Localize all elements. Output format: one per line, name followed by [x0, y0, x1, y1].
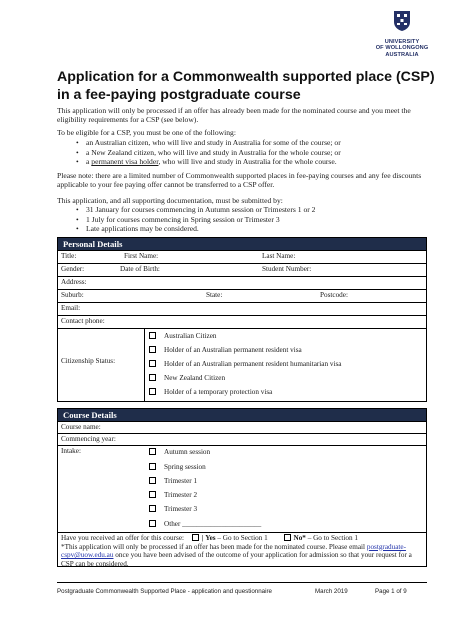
eligibility-item — [76, 157, 341, 167]
personal-details-heading: Personal Details — [58, 238, 426, 250]
checkbox-icon[interactable] — [149, 463, 156, 470]
state-field[interactable]: State: — [206, 291, 223, 299]
checkbox-icon[interactable] — [284, 534, 291, 541]
email-field[interactable]: Email: — [61, 304, 81, 312]
citizenship-option[interactable] — [149, 388, 272, 396]
intake-option[interactable] — [149, 448, 210, 456]
citizenship-option-label: New Zealand Citizen — [164, 374, 226, 382]
page-footer — [57, 582, 427, 595]
intake-option-label: Trimester 1 — [164, 477, 198, 485]
intake-label: Intake: — [61, 447, 81, 455]
csp-email-link[interactable]: postgraduate-cspv@uow.edu.au — [61, 542, 406, 560]
suburb-field[interactable]: Suburb: — [61, 291, 84, 299]
checkbox-icon[interactable] — [192, 534, 199, 541]
checkbox-icon[interactable] — [149, 374, 156, 381]
university-crest-icon — [393, 10, 411, 32]
checkbox-icon[interactable] — [149, 346, 156, 353]
last-name-field[interactable]: Last Name: — [262, 252, 296, 260]
phone-row — [58, 315, 426, 328]
citizenship-option-label: Holder of a temporary protection visa — [164, 388, 273, 396]
eligibility-item: • a New Zealand citizen, who will live and study in Australia for the whole course; or — [76, 148, 341, 158]
citizenship-option[interactable] — [149, 374, 225, 382]
offer-yes-label: Yes — [205, 534, 216, 542]
citizenship-option-label: Holder of an Australian permanent resident humanitarian visa — [164, 360, 342, 368]
dob-field[interactable]: Date of Birth: — [120, 265, 160, 273]
deadline-lead: This application, and all supporting documentation, must be submitted by: — [57, 196, 283, 205]
offer-row — [58, 532, 426, 566]
intake-option[interactable] — [149, 477, 197, 485]
offer-question-line — [61, 534, 423, 543]
logo-line-3: AUSTRALIA — [385, 51, 419, 58]
citizenship-option-label: Holder of an Australian permanent resident visa — [164, 346, 302, 354]
intake-option-label: Trimester 3 — [164, 505, 198, 513]
personal-details-section — [57, 237, 427, 402]
offer-note-text: *This application will only be processed if an offer has been made for the nominated course. Please email — [61, 542, 366, 551]
offer-note-text-end: once you have been advised of the outcome of your application for admission so that your request for a CSP can be considered. — [61, 551, 412, 568]
citizenship-option[interactable] — [149, 332, 217, 340]
checkbox-icon[interactable] — [149, 360, 156, 367]
offer-yes-note: – Go to Section 1 — [215, 534, 268, 542]
deadline-list — [76, 205, 315, 234]
name-row — [58, 250, 426, 263]
address-row — [58, 276, 426, 289]
citizenship-option[interactable] — [149, 346, 302, 354]
offer-yes-option[interactable]: | Yes – Go to Section 1 — [192, 534, 268, 542]
intake-row — [58, 445, 426, 532]
offer-question: Have you received an offer for this course: — [61, 534, 185, 542]
commencing-year-field[interactable]: Commencing year: — [61, 435, 116, 443]
checkbox-icon[interactable] — [149, 491, 156, 498]
intake-option-label: Spring session — [164, 463, 206, 471]
deadline-item: • 1 July for courses commencing in Spring session or Trimester 3 — [76, 215, 315, 225]
checkbox-icon[interactable] — [149, 520, 156, 527]
checkbox-icon[interactable] — [149, 505, 156, 512]
student-number-field[interactable]: Student Number: — [262, 265, 312, 273]
address-field[interactable]: Address: — [61, 278, 87, 286]
course-details-section — [57, 408, 427, 567]
gender-row — [58, 263, 426, 276]
intake-option-label: Trimester 2 — [164, 491, 198, 499]
note-text: Please note: there are a limited number of Commonwealth supported places in fee-paying courses and any fee discounts applicable to your fee paying offer cannot be transferred to a CSP offer. — [57, 171, 422, 190]
course-name-row — [58, 421, 426, 433]
commencing-year-row — [58, 433, 426, 445]
checkbox-icon[interactable] — [149, 448, 156, 455]
intake-option[interactable] — [149, 505, 197, 513]
intake-option[interactable] — [149, 520, 261, 528]
postcode-field[interactable]: Postcode: — [320, 291, 348, 299]
page-title: Application for a Commonwealth supported place (CSP) in a fee-paying postgraduate course — [57, 69, 435, 103]
eligibility-item: • an Australian citizen, who will live and study in Australia for some of the course; or — [76, 138, 341, 148]
first-name-field[interactable]: First Name: — [124, 252, 159, 260]
offer-no-note: – Go to Section 1 — [305, 534, 358, 542]
contact-phone-field[interactable]: Contact phone: — [61, 317, 105, 325]
intake-option-label: Autumn session — [164, 448, 211, 456]
citizenship-label: Citizenship Status: — [61, 357, 116, 365]
checkbox-icon[interactable] — [149, 477, 156, 484]
deadline-item: • Late applications may be considered. — [76, 224, 315, 234]
citizenship-option[interactable] — [149, 360, 341, 368]
logo-line-1: UNIVERSITY — [384, 39, 420, 45]
citizenship-divider — [144, 329, 145, 401]
offer-no-option[interactable] — [284, 534, 359, 542]
citizenship-option-label: Australian Citizen — [164, 332, 217, 340]
title-field[interactable]: Title: — [61, 252, 77, 260]
deadline-item: • 31 January for courses commencing in Autumn session or Trimesters 1 or 2 — [76, 205, 315, 215]
offer-no-label: No* — [293, 534, 306, 542]
intake-option[interactable] — [149, 491, 197, 499]
eligibility-prefix: a — [86, 157, 92, 167]
intake-option[interactable] — [149, 463, 206, 471]
university-logo — [362, 10, 442, 58]
intro-text: This application will only be processed if an offer has already been made for the nominated course and you meet the eligibility requirements for a CSP (see below). — [57, 106, 411, 125]
offer-note — [61, 543, 423, 569]
intake-option-label: Other ______________________ — [164, 520, 262, 528]
gender-field[interactable]: Gender: — [61, 265, 85, 273]
suburb-row — [58, 289, 426, 302]
logo-line-2: OF WOLLONGONG — [375, 45, 429, 52]
footer-page-number: Page 1 of 9 — [375, 588, 407, 595]
footer-document-title: Postgraduate Commonwealth Supported Place - application and questionnaire — [57, 588, 272, 595]
checkbox-icon[interactable] — [149, 388, 156, 395]
eligibility-suffix: , who will live and study in Australia for the whole course. — [158, 157, 337, 167]
citizenship-row — [58, 328, 426, 401]
course-details-heading: Course Details — [58, 409, 426, 421]
footer-date: March 2019 — [315, 588, 348, 595]
eligible-lead: To be eligible for a CSP, you must be one of the following: — [57, 128, 236, 137]
checkbox-icon[interactable] — [149, 332, 156, 339]
course-name-field[interactable]: Course name: — [61, 423, 101, 431]
eligibility-list — [76, 138, 341, 167]
permanent-visa-link[interactable]: permanent visa holder — [91, 157, 159, 167]
email-row — [58, 302, 426, 315]
